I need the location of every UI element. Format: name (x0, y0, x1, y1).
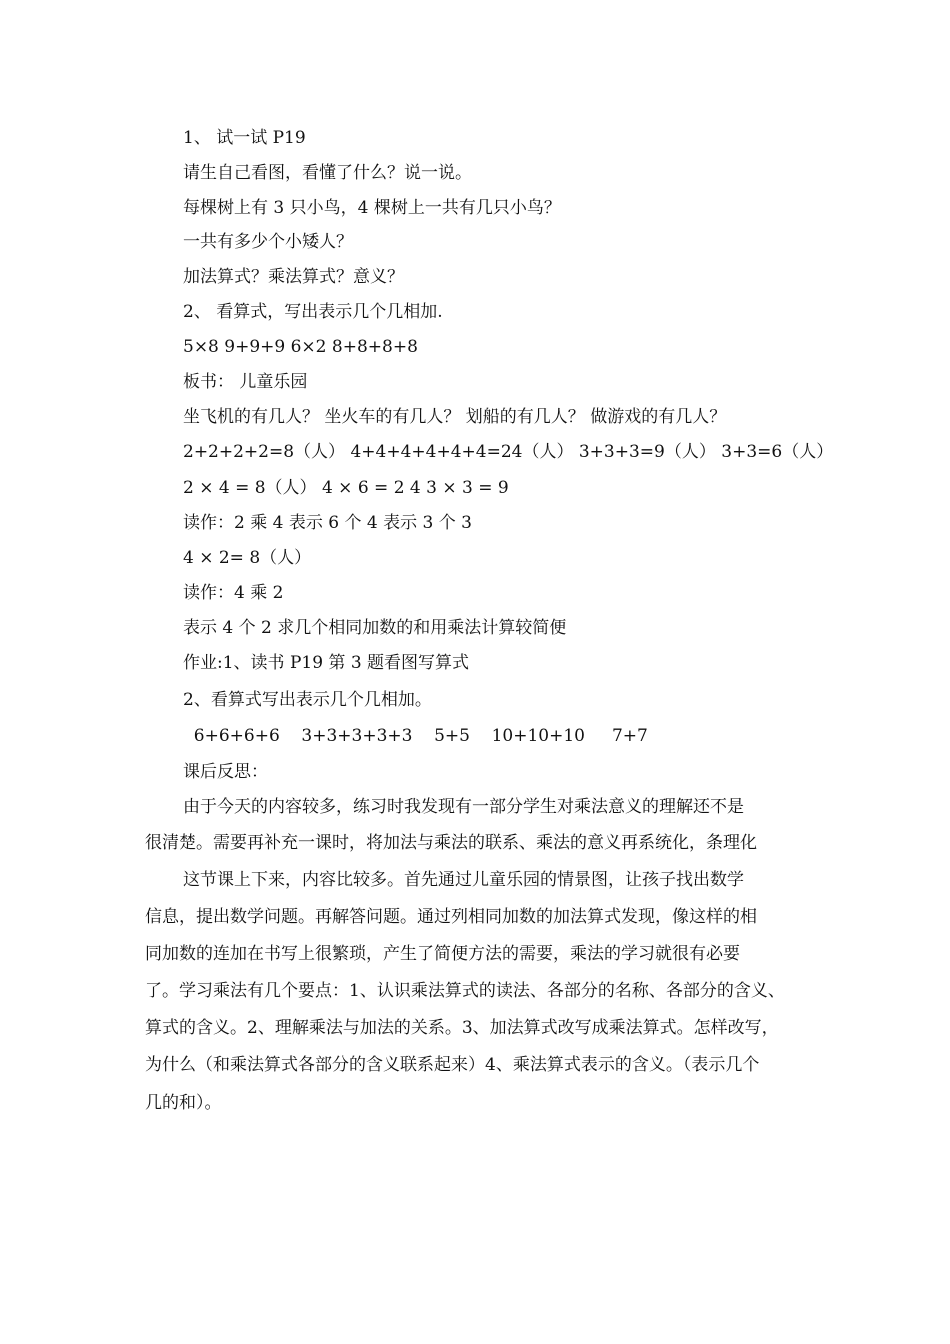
text-line: 板书： 儿童乐园 (183, 372, 308, 392)
paragraph-line: 同加数的连加在书写上很繁琐，产生了简便方法的需要，乘法的学习就很有必要 (145, 944, 740, 964)
text-line: 表示 4 个 2 求几个相同加数的和用乘法计算较简便 (183, 618, 567, 638)
paragraph-line: 这节课上下来，内容比较多。首先通过儿童乐园的情景图，让孩子找出数学 (183, 870, 744, 890)
text-line: 2+2+2+2=8（人） 4+4+4+4+4+4=24（人） 3+3+3=9（人） 3+3=6（人） (183, 442, 834, 462)
text-line: 2、看算式写出表示几个几相加。 (183, 690, 432, 710)
text-line: 1、 试一试 P19 (183, 128, 306, 148)
text-line: 每棵树上有 3 只小鸟，4 棵树上一共有几只小鸟？ (183, 198, 561, 218)
text-line: 读作：2 乘 4 表示 6 个 4 表示 3 个 3 (183, 513, 472, 533)
text-line: 请生自己看图，看懂了什么？说一说。 (183, 163, 472, 183)
text-line: 6+6+6+6 3+3+3+3+3 5+5 10+10+10 7+7 (183, 726, 648, 746)
paragraph-line: 很清楚。需要再补充一课时，将加法与乘法的联系、乘法的意义再系统化，条理化 (145, 833, 757, 853)
text-line: 5×8 9+9+9 6×2 8+8+8+8 (183, 337, 418, 357)
text-line: 作业:1、读书 P19 第 3 题看图写算式 (183, 653, 470, 673)
paragraph-line: 算式的含义。2、理解乘法与加法的关系。3、加法算式改写成乘法算式。怎样改写， (145, 1018, 779, 1038)
text-line: 2 × 4 = 8（人） 4 × 6 = 2 4 3 × 3 = 9 (183, 478, 509, 498)
text-line: 读作：4 乘 2 (183, 583, 284, 603)
paragraph-line: 由于今天的内容较多，练习时我发现有一部分学生对乘法意义的理解还不是 (183, 797, 744, 817)
paragraph-line: 为什么（和乘法算式各部分的含义联系起来）4、乘法算式表示的含义。（表示几个 (145, 1055, 760, 1075)
text-line: 2、 看算式，写出表示几个几相加. (183, 302, 443, 322)
text-line: 一共有多少个小矮人？ (183, 232, 353, 252)
text-line: 课后反思： (183, 762, 268, 782)
text-line: 加法算式？乘法算式？意义？ (183, 267, 404, 287)
paragraph-line: 了。学习乘法有几个要点：1、认识乘法算式的读法、各部分的名称、各部分的含义、 (145, 981, 785, 1001)
paragraph-line: 信息，提出数学问题。再解答问题。通过列相同加数的加法算式发现，像这样的相 (145, 907, 757, 927)
text-line: 坐飞机的有几人？ 坐火车的有几人？ 划船的有几人？ 做游戏的有几人？ (183, 407, 727, 427)
text-line: 4 × 2= 8（人） (183, 548, 312, 568)
paragraph-line: 几的和）。 (145, 1093, 222, 1113)
